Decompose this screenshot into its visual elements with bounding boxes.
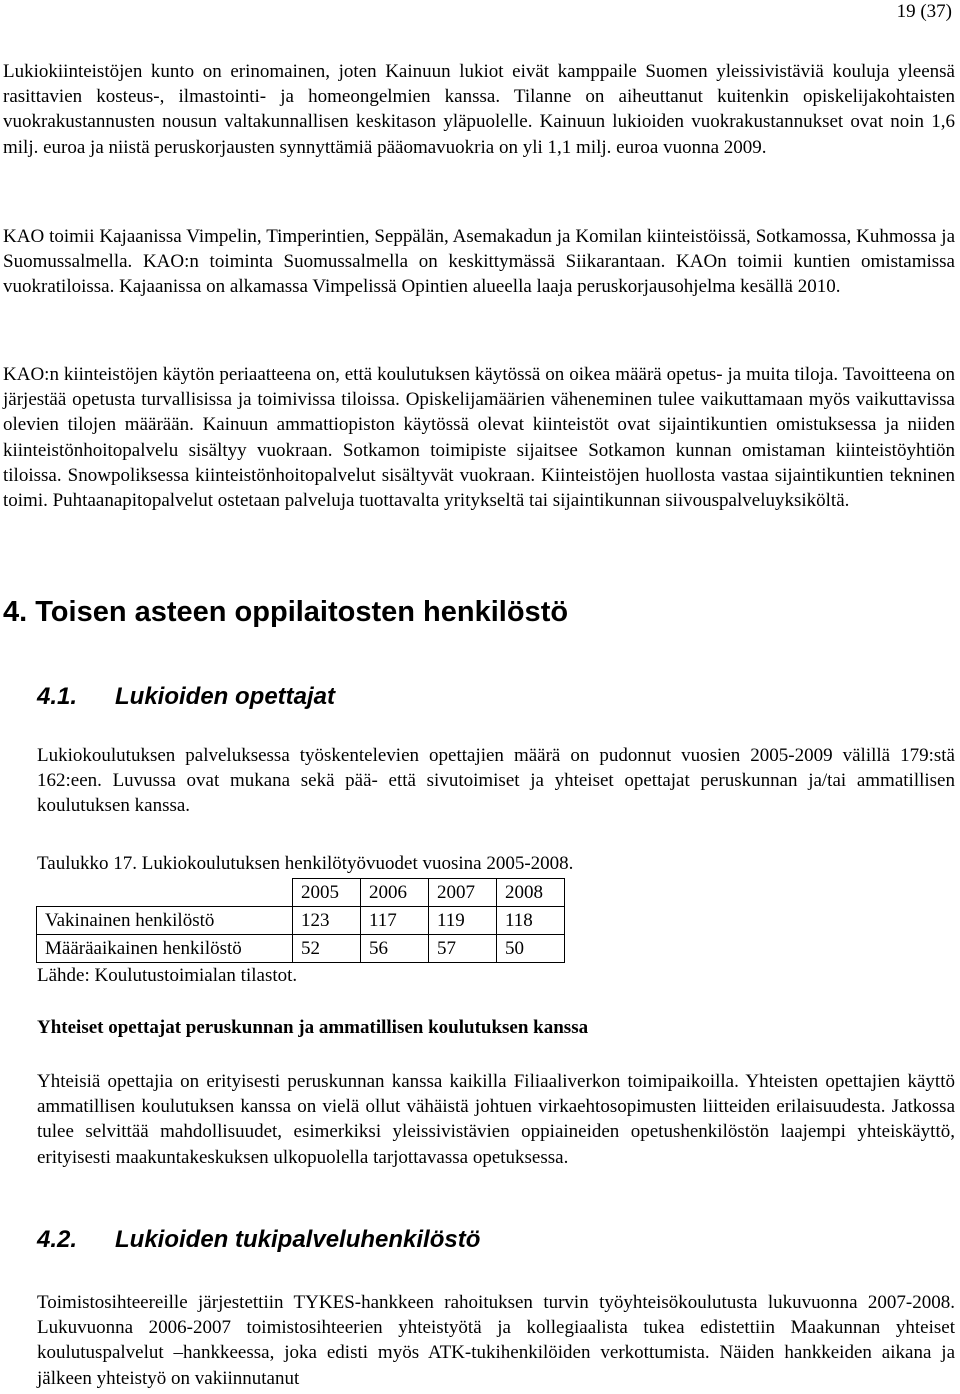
section-heading-4-1 — [37, 682, 335, 712]
table-cell: 117 — [361, 907, 429, 935]
table-header-cell: 2008 — [497, 879, 565, 907]
section-heading-4-2 — [37, 1225, 480, 1255]
table-caption: Taulukko 17. Lukiokoulutuksen henkilötyövuodet vuosina 2005-2008. — [37, 853, 574, 874]
subheading-shared-teachers: Yhteiset opettajat peruskunnan ja ammatillisen koulutuksen kanssa — [37, 1017, 589, 1038]
table-row-label: Vakinainen henkilöstö — [37, 907, 293, 935]
paragraph-building-condition: Lukiokiinteistöjen kunto on erinomainen, joten Kainuun lukiot eivät kamppaile Suomen yleissivistäviä kouluja yleensä rasittavien kosteus-, ilmastointi- ja homeongelmien kanssa. Tilanne on aiheuttanut kuitenkin opiskelijakohtaisten vuokrakustannusten nousun valtakunnallisen keskitason yläpuolelle. Kainuun lukioiden vuokrakustannukset ovat noin 1,6 milj. euroa ja niistä peruskorjausten synnyttämiä pääomavuokria on yli 1,1 milj. euroa vuonna 2009. — [3, 61, 955, 158]
table-header-cell: 2007 — [429, 879, 497, 907]
paragraph-shared-teachers: Yhteisiä opettajia on erityisesti peruskunnan kanssa kaikilla Filiaaliverkon toimipaikoilla. Yhteisten opettajien käyttö ammatillisen koulutuksen kanssa on vielä ollut vähäistä johtuen virkaehtosopimusten liitteiden erilaisuudesta. Jatkossa tulee selvittää mahdollisuudet, esimerkiksi yleissivistävien oppiaineiden opetushenkilöstön laajempi yhteiskäyttö, erityisesti maakuntakeskuksen ulkopuolella tarjottavassa opetuksessa. — [37, 1071, 955, 1168]
heading-number: 4.1. — [37, 683, 78, 710]
heading-text: Lukioiden tukipalveluhenkilöstö — [115, 1226, 481, 1253]
table-cell: 50 — [497, 935, 565, 963]
table-cell: 123 — [293, 907, 361, 935]
table-source: Lähde: Koulutustoimialan tilastot. — [37, 965, 298, 986]
table-header-cell: 2006 — [361, 879, 429, 907]
paragraph-kao-locations: KAO toimii Kajaanissa Vimpelin, Timperintien, Seppälän, Asemakadun ja Komilan kiinteistöissä, Sotkamossa, Kuhmossa ja Suomussalmella. KAO:n toiminta Suomussalmella on keskittymässä Siikarantaan. KAOn toimii kuntien omistamissa vuokratiloissa. Kajaanissa on alkamassa Vimpelissä Opintien alueella laaja peruskorjausohjelma kesällä 2010. — [3, 226, 955, 298]
table-header-cell: 2005 — [293, 879, 361, 907]
heading-number: 4.2. — [37, 1226, 78, 1253]
table-cell: 57 — [429, 935, 497, 963]
staff-table — [36, 878, 565, 963]
paragraph-kao-premises: KAO:n kiinteistöjen käytön periaatteena on, että koulutuksen käytössä on oikea määrä opetus- ja muita tiloja. Tavoitteena on järjestää opetusta turvallisissa ja toimivissa tiloissa. Opiskelijamäärien väheneminen tulee vaikuttamaan myös vaikuttavissa olevien tilojen määrään. Kainuun ammattiopiston käytössä olevat kiinteistöt ovat sijaintikuntien omistuksessa ja niiden kiinteistönhoitopalvelu sisältyy vuokraan. Sotkamon toimipiste sijaitsee Sotkamon kunnan omistaman kiinteistöyhtiön tiloissa. Snowpoliksessa kiinteistönhoitopalvelut sisältyvät vuokraan. Kiinteistöjen huollosta vastaa sijaintikuntien tekninen toimi. Puhtaanapitopalvelut ostetaan palveluja tuottavalta yritykseltä tai sijaintikunnan siivouspalveluyksiköltä. — [3, 364, 955, 512]
table-corner-cell — [37, 879, 293, 907]
paragraph-teachers: Lukiokoulutuksen palveluksessa työskentelevien opettajien määrä on pudonnut vuosien 2005-2009 välillä 179:stä 162:een. Luvussa ovat mukana sekä pää- että sivutoimiset ja yhteiset opettajat peruskunnan ja/tai ammatillisen koulutuksen kanssa. — [37, 745, 955, 817]
table-row — [37, 935, 565, 963]
table-row — [37, 907, 565, 935]
section-heading-4: 4. Toisen asteen oppilaitosten henkilöstö — [3, 596, 569, 628]
table-header-row — [37, 879, 565, 907]
table-cell: 52 — [293, 935, 361, 963]
paragraph-support-staff: Toimistosihteereille järjestettiin TYKES-hankkeen rahoituksen turvin työyhteisökoulutusta lukuvuonna 2007-2008. Lukuvuonna 2006-2007 toimistosihteerien yhteistyötä ja kollegiaalista tukea edistettiin Maakunnan yhteiset koulutuspalvelut –hankkeessa, joka edisti myös ATK-tukihenkilöiden verkottumista. Näiden hankkeiden aikana ja jälkeen yhteistyö on vakiinnutanut — [37, 1292, 955, 1389]
table-row-label: Määräaikainen henkilöstö — [37, 935, 293, 963]
page-number: 19 (37) — [896, 1, 952, 22]
table-cell: 118 — [497, 907, 565, 935]
table-cell: 119 — [429, 907, 497, 935]
heading-text: Lukioiden opettajat — [115, 683, 336, 710]
table-cell: 56 — [361, 935, 429, 963]
